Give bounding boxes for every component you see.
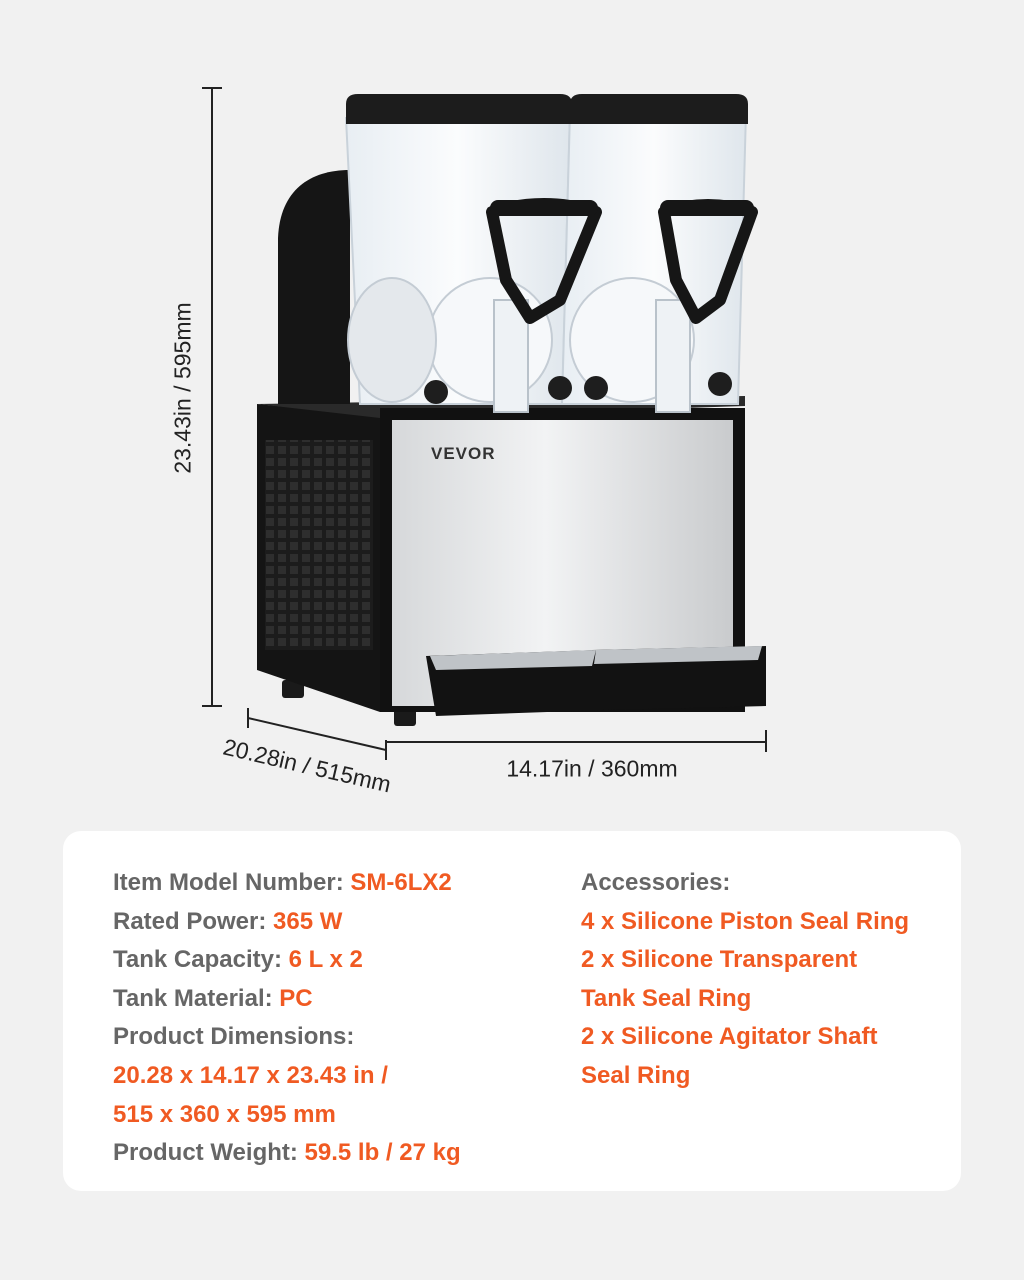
rated-power-value: 365 W	[273, 907, 343, 935]
brand-logo: VEVOR	[431, 444, 496, 463]
tank-material-row	[113, 980, 461, 1019]
accessories-list	[581, 864, 909, 1096]
tank-capacity-label: Tank Capacity:	[113, 946, 282, 974]
height-dimension-label: 23.43in / 595mm	[169, 302, 196, 474]
product-dimensions-label: Product Dimensions:	[113, 1023, 355, 1051]
model-number-row	[113, 864, 461, 903]
product-dimensions-value-mm: 515 x 360 x 595 mm	[113, 1100, 336, 1128]
rated-power-row	[113, 903, 461, 942]
accessory-item: Seal Ring	[581, 1061, 691, 1089]
model-number-value: SM-6LX2	[350, 869, 452, 896]
product-weight-row	[113, 1134, 461, 1173]
accessories-label: Accessories:	[581, 869, 731, 896]
depth-dimension-label: 20.28in / 515mm	[220, 733, 394, 798]
tank-material-value: PC	[279, 984, 313, 1012]
width-dimension-label: 14.17in / 360mm	[506, 755, 678, 782]
accessory-item: 2 x Silicone Agitator Shaft	[581, 1023, 878, 1051]
specifications-list	[113, 864, 461, 1173]
tank-capacity-row	[113, 941, 461, 980]
specification-card	[63, 831, 961, 1191]
rated-power-label: Rated Power:	[113, 907, 267, 935]
accessory-item: 4 x Silicone Piston Seal Ring	[581, 907, 910, 935]
product-weight-label: Product Weight:	[113, 1139, 298, 1167]
model-number-label: Item Model Number:	[113, 869, 344, 896]
accessory-item: 2 x Silicone Transparent	[581, 946, 858, 974]
accessory-item: Tank Seal Ring	[581, 984, 752, 1012]
tank-capacity-value: 6 L x 2	[288, 946, 363, 974]
product-dimensions-value-inches: 20.28 x 14.17 x 23.43 in /	[113, 1061, 388, 1089]
tank-material-label: Tank Material:	[113, 984, 273, 1012]
right-tank	[562, 112, 746, 412]
left-tank	[346, 112, 570, 412]
product-weight-value: 59.5 lb / 27 kg	[304, 1139, 461, 1167]
